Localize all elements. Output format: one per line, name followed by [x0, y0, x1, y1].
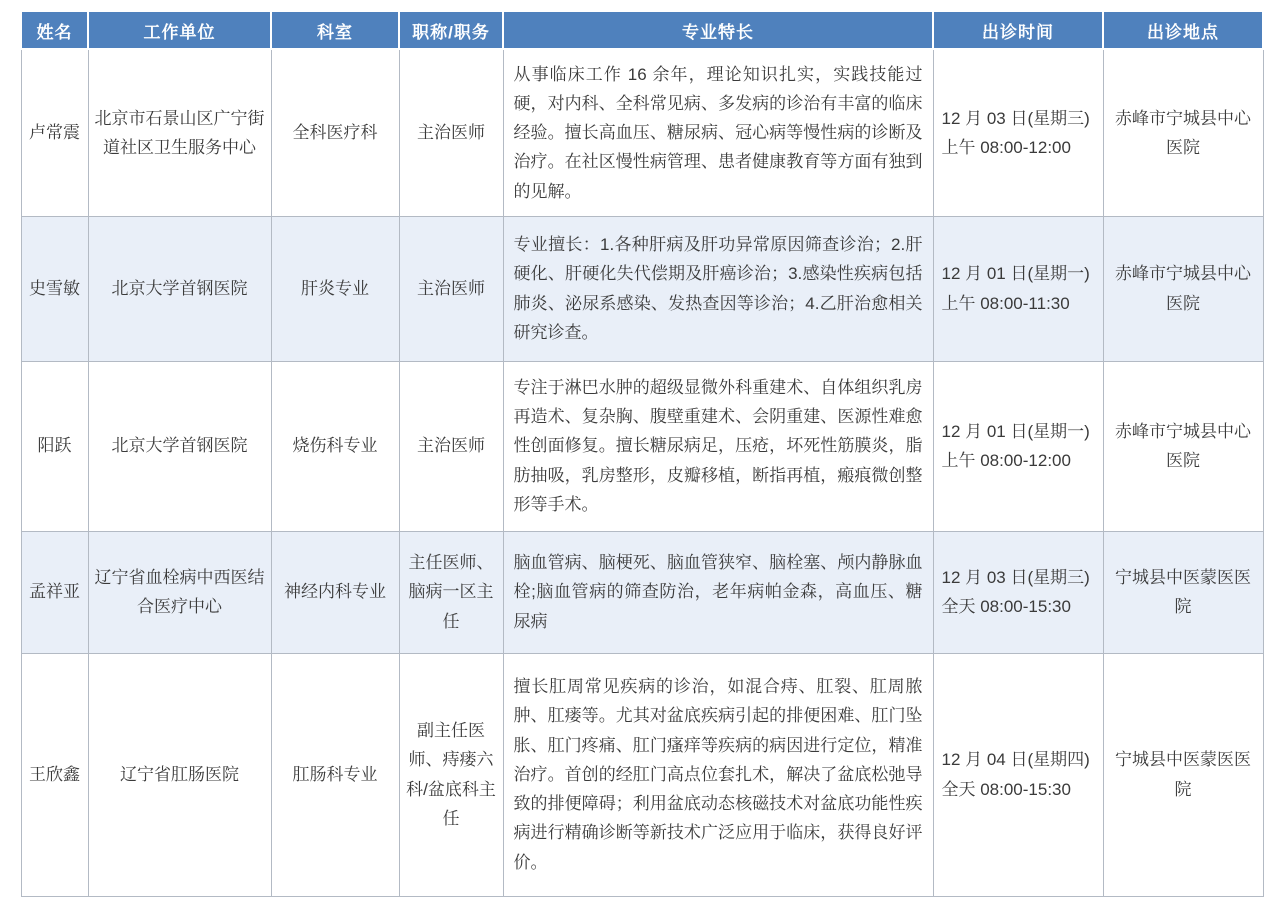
- cell-schedule: [933, 653, 1103, 896]
- table-row: [21, 49, 1263, 216]
- cell-location: 赤峰市宁城县中心医院: [1103, 49, 1263, 216]
- cell-title: 副主任医师、痔瘘六科/盆底科主任: [399, 653, 503, 896]
- schedule-date: 12 月 04 日(星期四): [941, 750, 1090, 770]
- cell-department: 烧伤科专业: [271, 361, 399, 531]
- schedule-date: 12 月 03 日(星期三): [941, 567, 1090, 587]
- cell-department: 神经内科专业: [271, 531, 399, 653]
- cell-schedule: [933, 361, 1103, 531]
- table-row: [21, 653, 1263, 896]
- cell-doctor-name: 史雪敏: [21, 216, 88, 361]
- cell-doctor-name: 卢常震: [21, 49, 88, 216]
- schedule-time: 上午 08:00-12:00: [941, 137, 1071, 157]
- table-header: [21, 11, 1263, 49]
- column-header-title: 职称/职务: [399, 11, 503, 49]
- cell-employer: 辽宁省血栓病中西医结合医疗中心: [88, 531, 271, 653]
- schedule-date: 12 月 03 日(星期三): [941, 108, 1090, 128]
- column-header-name: 姓名: [21, 11, 88, 49]
- schedule-time: 上午 08:00-11:30: [941, 293, 1070, 313]
- cell-location: 赤峰市宁城县中心医院: [1103, 361, 1263, 531]
- table-body: [21, 49, 1263, 896]
- table-row: [21, 216, 1263, 361]
- column-header-specialty: 专业特长: [503, 11, 933, 49]
- column-header-location: 出诊地点: [1103, 11, 1263, 49]
- cell-specialty: 专注于淋巴水肿的超级显微外科重建术、自体组织乳房再造术、复杂胸、腹壁重建术、会阴重建、医源性难愈性创面修复。擅长糖尿病足，压疮，坏死性筋膜炎，脂肪抽吸，乳房整形，皮瓣移植，断指再植，瘢痕微创整形等手术。: [503, 361, 933, 531]
- cell-department: 肛肠科专业: [271, 653, 399, 896]
- doctor-schedule-table: [20, 10, 1264, 897]
- cell-location: 宁城县中医蒙医医院: [1103, 531, 1263, 653]
- cell-location: 宁城县中医蒙医医院: [1103, 653, 1263, 896]
- cell-schedule: [933, 216, 1103, 361]
- column-header-employer: 工作单位: [88, 11, 271, 49]
- cell-employer: 北京市石景山区广宁街道社区卫生服务中心: [88, 49, 271, 216]
- cell-title: 主任医师、脑病一区主任: [399, 531, 503, 653]
- column-header-department: 科室: [271, 11, 399, 49]
- cell-department: 全科医疗科: [271, 49, 399, 216]
- cell-title: 主治医师: [399, 361, 503, 531]
- column-header-schedule: 出诊时间: [933, 11, 1103, 49]
- cell-title: 主治医师: [399, 49, 503, 216]
- schedule-time: 全天 08:00-15:30: [941, 597, 1071, 616]
- cell-specialty: 从事临床工作 16 余年，理论知识扎实，实践技能过硬，对内科、全科常见病、多发病的诊治有丰富的临床经验。擅长高血压、糖尿病、冠心病等慢性病的诊断及治疗。在社区慢性病管理、患者健康教育等方面有独到的见解。: [503, 49, 933, 216]
- table-row: [21, 531, 1263, 653]
- cell-employer: 北京大学首钢医院: [88, 361, 271, 531]
- table-row: [21, 361, 1263, 531]
- schedule-time: 上午 08:00-12:00: [941, 451, 1071, 470]
- cell-specialty: 擅长肛周常见疾病的诊治，如混合痔、肛裂、肛周脓肿、肛瘘等。尤其对盆底疾病引起的排便困难、肛门坠胀、肛门疼痛、肛门瘙痒等疾病的病因进行定位，精准治疗。首创的经肛门高点位套扎术，解决了盆底松弛导致的排便障碍；利用盆底动态核磁技术对盆底功能性疾病进行精确诊断等新技术广泛应用于临床，获得良好评价。: [503, 653, 933, 896]
- cell-employer: 北京大学首钢医院: [88, 216, 271, 361]
- header-row: [21, 11, 1263, 49]
- cell-title: 主治医师: [399, 216, 503, 361]
- cell-doctor-name: 王欣鑫: [21, 653, 88, 896]
- cell-specialty: 脑血管病、脑梗死、脑血管狭窄、脑栓塞、颅内静脉血栓;脑血管病的筛查防治，老年病帕金森，高血压、糖尿病: [503, 531, 933, 653]
- schedule-date: 12 月 01 日(星期一): [941, 264, 1090, 284]
- cell-schedule: [933, 49, 1103, 216]
- schedule-time: 全天 08:00-15:30: [941, 779, 1071, 799]
- cell-specialty: 专业擅长：1.各种肝病及肝功异常原因筛查诊治；2.肝硬化、肝硬化失代偿期及肝癌诊治；3.感染性疾病包括肺炎、泌尿系感染、发热查因等诊治；4.乙肝治愈相关研究诊查。: [503, 216, 933, 361]
- cell-location: 赤峰市宁城县中心医院: [1103, 216, 1263, 361]
- cell-doctor-name: 孟祥亚: [21, 531, 88, 653]
- cell-doctor-name: 阳跃: [21, 361, 88, 531]
- cell-schedule: [933, 531, 1103, 653]
- cell-employer: 辽宁省肛肠医院: [88, 653, 271, 896]
- schedule-date: 12 月 01 日(星期一): [941, 421, 1090, 441]
- cell-department: 肝炎专业: [271, 216, 399, 361]
